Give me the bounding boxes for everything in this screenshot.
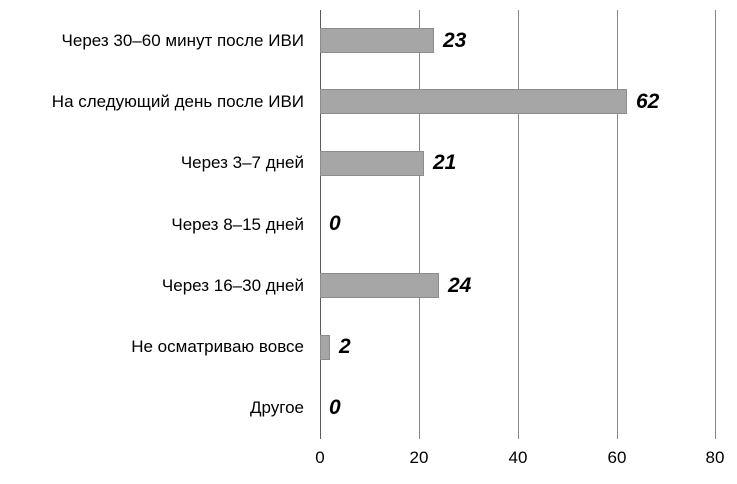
x-tick-label: 60 bbox=[607, 448, 627, 467]
bar-row bbox=[320, 212, 716, 237]
category-label: Через 8–15 дней bbox=[171, 214, 304, 234]
bar-row bbox=[320, 396, 716, 421]
x-tick-label: 40 bbox=[508, 448, 528, 467]
bar-value-label: 62 bbox=[636, 89, 660, 113]
bar[interactable] bbox=[320, 151, 424, 176]
bar-row bbox=[320, 89, 716, 114]
bar-row bbox=[320, 273, 716, 298]
bar-value-label: 0 bbox=[329, 212, 341, 236]
bar[interactable] bbox=[320, 335, 330, 360]
bar-row bbox=[320, 335, 716, 360]
x-tick-label: 0 bbox=[315, 448, 325, 467]
bar-value-label: 21 bbox=[433, 151, 457, 175]
x-tick-label: 80 bbox=[705, 448, 725, 467]
bar-value-label: 2 bbox=[339, 335, 351, 358]
category-label: Через 3–7 дней bbox=[180, 153, 304, 173]
bar-row bbox=[320, 28, 716, 53]
bar-row bbox=[320, 151, 716, 176]
bar[interactable] bbox=[320, 89, 627, 114]
category-label-column bbox=[0, 10, 312, 439]
bar-value-label: 23 bbox=[443, 28, 467, 52]
bar-value-label: 24 bbox=[448, 273, 472, 297]
category-label: Через 16–30 дней bbox=[161, 275, 304, 295]
x-tick-label: 20 bbox=[409, 448, 429, 467]
plot-area bbox=[320, 10, 716, 439]
category-label: Не осматриваю вовсе bbox=[131, 337, 304, 357]
bar-value-label: 0 bbox=[329, 396, 341, 420]
category-label: На следующий день после ИВИ bbox=[51, 91, 304, 111]
category-label: Другое bbox=[249, 398, 304, 418]
bar[interactable] bbox=[320, 273, 439, 298]
bar[interactable] bbox=[320, 28, 434, 53]
category-label: Через 30–60 минут после ИВИ bbox=[61, 30, 304, 50]
